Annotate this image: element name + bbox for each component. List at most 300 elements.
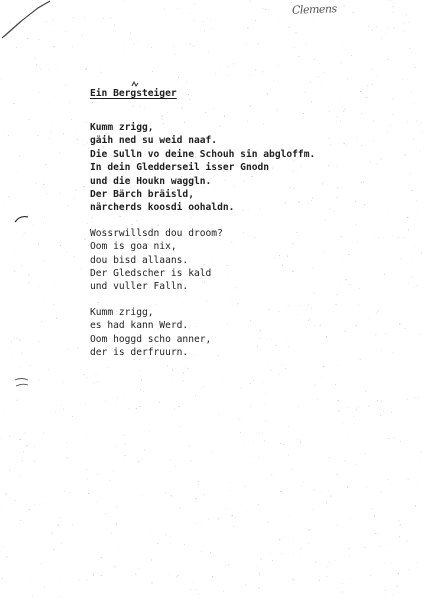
corner-pen-stroke — [0, 0, 60, 40]
speckle-dot — [258, 43, 259, 44]
speckle-dot — [400, 441, 401, 442]
speckle-dot — [250, 1, 251, 2]
speckle-dot — [239, 418, 240, 419]
speckle-dot — [414, 225, 415, 226]
speckle-dot — [69, 239, 70, 240]
speckle-dot — [88, 148, 89, 149]
speckle-dot — [342, 45, 343, 46]
speckle-dot — [71, 119, 72, 120]
speckle-dot — [329, 457, 330, 458]
speckle-dot — [140, 389, 141, 390]
speckle-dot — [42, 503, 43, 504]
speckle-dot — [136, 41, 137, 42]
speckle-dot — [93, 383, 94, 384]
speckle-dot — [24, 432, 25, 433]
speckle-dot — [11, 341, 12, 342]
speckle-dot — [419, 508, 420, 509]
speckle-dot — [101, 575, 102, 576]
speckle-dot — [86, 469, 87, 470]
speckle-dot — [43, 184, 44, 185]
speckle-dot — [2, 546, 3, 547]
speckle-dot — [194, 60, 195, 61]
speckle-dot — [33, 225, 34, 226]
speckle-dot — [32, 595, 33, 596]
speckle-dot — [317, 399, 318, 400]
speckle-dot — [413, 247, 414, 248]
speckle-dot — [117, 398, 118, 399]
poem-line: närcherds koosdi oohaldn. — [90, 202, 235, 214]
speckle-dot — [416, 200, 417, 201]
speckle-dot — [393, 6, 394, 7]
speckle-dot — [300, 548, 301, 549]
speckle-dot — [258, 504, 259, 505]
speckle-dot — [253, 380, 254, 381]
speckle-dot — [375, 533, 376, 534]
speckle-dot — [365, 390, 366, 391]
speckle-dot — [4, 408, 5, 409]
speckle-dot — [390, 0, 391, 1]
speckle-dot — [104, 392, 105, 393]
speckle-dot — [280, 443, 281, 444]
speckle-dot — [380, 415, 381, 416]
speckle-dot — [384, 563, 385, 564]
speckle-dot — [29, 509, 30, 510]
speckle-dot — [19, 367, 20, 368]
speckle-dot — [34, 446, 35, 447]
speckle-dot — [292, 468, 293, 469]
speckle-dot — [211, 28, 212, 29]
speckle-dot — [139, 568, 140, 569]
speckle-dot — [30, 584, 31, 585]
speckle-dot — [19, 155, 20, 156]
speckle-dot — [327, 566, 328, 567]
speckle-dot — [414, 103, 415, 104]
speckle-dot — [114, 24, 115, 25]
speckle-dot — [104, 429, 105, 430]
speckle-dot — [24, 232, 25, 233]
poem-line: und vuller Falln. — [90, 281, 189, 293]
speckle-dot — [414, 398, 415, 399]
speckle-dot — [203, 21, 204, 22]
speckle-dot — [58, 525, 59, 526]
speckle-dot — [293, 553, 294, 554]
speckle-dot — [264, 440, 265, 441]
speckle-dot — [235, 517, 236, 518]
speckle-dot — [64, 491, 65, 492]
speckle-dot — [184, 367, 185, 368]
speckle-dot — [262, 71, 263, 72]
speckle-dot — [330, 496, 331, 497]
speckle-dot — [337, 365, 338, 366]
speckle-dot — [198, 481, 199, 482]
speckle-dot — [370, 575, 371, 576]
speckle-dot — [170, 536, 171, 537]
speckle-dot — [60, 245, 61, 246]
speckle-dot — [417, 210, 418, 211]
speckle-dot — [29, 365, 30, 366]
speckle-dot — [281, 365, 282, 366]
speckle-dot — [354, 416, 355, 417]
stanza-2 — [90, 227, 410, 294]
speckle-dot — [406, 15, 407, 16]
speckle-dot — [401, 488, 402, 489]
speckle-dot — [22, 265, 23, 266]
speckle-dot — [385, 590, 386, 591]
speckle-dot — [288, 426, 289, 427]
speckle-dot — [398, 573, 399, 574]
speckle-dot — [413, 139, 414, 140]
speckle-dot — [364, 547, 365, 548]
speckle-dot — [87, 377, 88, 378]
speckle-dot — [39, 341, 40, 342]
speckle-dot — [149, 431, 150, 432]
speckle-dot — [103, 18, 104, 19]
speckle-dot — [391, 562, 392, 563]
speckle-dot — [33, 243, 34, 244]
speckle-dot — [154, 464, 155, 465]
speckle-dot — [389, 61, 390, 62]
speckle-dot — [84, 374, 85, 375]
speckle-dot — [273, 81, 274, 82]
speckle-dot — [167, 366, 168, 367]
speckle-dot — [183, 373, 184, 374]
speckle-dot — [388, 479, 389, 480]
speckle-dot — [323, 366, 324, 367]
speckle-dot — [415, 506, 416, 507]
speckle-dot — [272, 560, 273, 561]
speckle-dot — [67, 442, 68, 443]
speckle-dot — [309, 529, 310, 530]
speckle-dot — [288, 455, 289, 456]
speckle-dot — [211, 424, 212, 425]
speckle-dot — [72, 524, 73, 525]
speckle-dot — [319, 580, 320, 581]
speckle-dot — [80, 341, 81, 342]
speckle-dot — [86, 479, 87, 480]
speckle-dot — [34, 59, 35, 60]
speckle-dot — [372, 84, 373, 85]
speckle-dot — [4, 129, 5, 130]
speckle-dot — [46, 191, 47, 192]
speckle-dot — [233, 526, 234, 527]
speckle-dot — [342, 583, 343, 584]
speckle-dot — [326, 503, 327, 504]
speckle-dot — [151, 582, 152, 583]
speckle-dot — [210, 435, 211, 436]
speckle-dot — [286, 490, 287, 491]
speckle-dot — [171, 376, 172, 377]
speckle-dot — [260, 558, 261, 559]
speckle-dot — [180, 426, 181, 427]
speckle-dot — [405, 34, 406, 35]
speckle-dot — [285, 368, 286, 369]
speckle-dot — [165, 492, 166, 493]
speckle-dot — [356, 464, 357, 465]
speckle-dot — [152, 70, 153, 71]
speckle-dot — [259, 457, 260, 458]
speckle-dot — [100, 72, 101, 73]
speckle-dot — [23, 451, 24, 452]
speckle-dot — [329, 562, 330, 563]
speckle-dot — [59, 517, 60, 518]
speckle-dot — [314, 17, 315, 18]
speckle-dot — [251, 406, 252, 407]
speckle-dot — [411, 91, 412, 92]
speckle-dot — [314, 59, 315, 60]
speckle-dot — [299, 553, 300, 554]
speckle-dot — [329, 523, 330, 524]
speckle-dot — [408, 22, 409, 23]
speckle-dot — [321, 83, 322, 84]
speckle-dot — [320, 377, 321, 378]
poem-line: es had kann Werd. — [90, 320, 189, 332]
speckle-dot — [174, 409, 175, 410]
poem-title: Ein Bergsteiger — [90, 88, 177, 99]
speckle-dot — [347, 407, 348, 408]
speckle-dot — [138, 461, 139, 462]
speckle-dot — [45, 164, 46, 165]
speckle-dot — [78, 317, 79, 318]
speckle-dot — [381, 401, 382, 402]
speckle-dot — [386, 544, 387, 545]
speckle-dot — [142, 495, 143, 496]
speckle-dot — [59, 152, 60, 153]
speckle-dot — [377, 400, 378, 401]
speckle-dot — [53, 549, 54, 550]
speckle-dot — [345, 460, 346, 461]
speckle-dot — [337, 474, 338, 475]
speckle-dot — [407, 398, 408, 399]
speckle-dot — [14, 103, 15, 104]
speckle-dot — [230, 482, 231, 483]
speckle-dot — [293, 579, 294, 580]
poem-line: Oom is goa nix, — [90, 241, 177, 253]
speckle-dot — [20, 520, 21, 521]
speckle-dot — [123, 396, 124, 397]
speckle-dot — [313, 509, 314, 510]
speckle-dot — [41, 321, 42, 322]
speckle-dot — [170, 460, 171, 461]
speckle-dot — [421, 123, 422, 124]
speckle-dot — [255, 20, 256, 21]
speckle-dot — [79, 580, 80, 581]
speckle-dot — [391, 412, 392, 413]
speckle-dot — [259, 433, 260, 434]
speckle-dot — [411, 260, 412, 261]
speckle-dot — [93, 574, 94, 575]
speckle-dot — [130, 32, 131, 33]
speckle-dot — [320, 492, 321, 493]
speckle-dot — [61, 577, 62, 578]
speckle-dot — [87, 142, 88, 143]
speckle-dot — [6, 494, 7, 495]
speckle-dot — [414, 506, 415, 507]
speckle-dot — [314, 489, 315, 490]
speckle-dot — [88, 223, 89, 224]
speckle-dot — [12, 357, 13, 358]
speckle-dot — [279, 23, 280, 24]
poem-line: Die Sulln vo deine Schouh sin abgloffm. — [90, 148, 316, 160]
speckle-dot — [194, 4, 195, 5]
speckle-dot — [386, 594, 387, 595]
speckle-dot — [269, 363, 270, 364]
speckle-dot — [328, 491, 329, 492]
speckle-dot — [308, 543, 309, 544]
speckle-dot — [240, 432, 241, 433]
speckle-dot — [202, 478, 203, 479]
speckle-dot — [338, 410, 339, 411]
speckle-dot — [124, 435, 125, 436]
speckle-dot — [187, 82, 188, 83]
speckle-dot — [241, 587, 242, 588]
speckle-dot — [306, 44, 307, 45]
speckle-dot — [22, 460, 23, 461]
speckle-dot — [358, 536, 359, 537]
speckle-dot — [264, 392, 265, 393]
speckle-dot — [379, 546, 380, 547]
speckle-dot — [337, 525, 338, 526]
speckle-dot — [341, 62, 342, 63]
speckle-dot — [294, 541, 295, 542]
speckle-dot — [175, 466, 176, 467]
speckle-dot — [8, 347, 9, 348]
speckle-dot — [44, 300, 45, 301]
speckle-dot — [298, 462, 299, 463]
speckle-dot — [315, 562, 316, 563]
speckle-dot — [309, 526, 310, 527]
speckle-dot — [335, 560, 336, 561]
speckle-dot — [73, 17, 74, 18]
speckle-dot — [402, 79, 403, 80]
speckle-dot — [20, 439, 21, 440]
speckle-dot — [210, 33, 211, 34]
speckle-dot — [15, 500, 16, 501]
speckle-dot — [84, 186, 85, 187]
speckle-dot — [32, 365, 33, 366]
speckle-dot — [23, 235, 24, 236]
speckle-dot — [406, 541, 407, 542]
speckle-dot — [67, 206, 68, 207]
speckle-dot — [265, 404, 266, 405]
speckle-dot — [54, 286, 55, 287]
speckle-dot — [411, 53, 412, 54]
speckle-dot — [6, 557, 7, 558]
speckle-dot — [357, 371, 358, 372]
speckle-dot — [358, 407, 359, 408]
speckle-dot — [222, 380, 223, 381]
speckle-dot — [21, 353, 22, 354]
speckle-dot — [399, 536, 400, 537]
speckle-dot — [230, 463, 231, 464]
speckle-dot — [28, 274, 29, 275]
speckle-dot — [289, 27, 290, 28]
speckle-dot — [72, 416, 73, 417]
speckle-dot — [122, 561, 123, 562]
speckle-dot — [56, 194, 57, 195]
speckle-dot — [190, 44, 191, 45]
speckle-dot — [371, 30, 372, 31]
speckle-dot — [125, 52, 126, 53]
speckle-dot — [200, 388, 201, 389]
speckle-dot — [82, 4, 83, 5]
speckle-dot — [246, 43, 247, 44]
speckle-dot — [26, 445, 27, 446]
speckle-dot — [198, 484, 199, 485]
speckle-dot — [351, 519, 352, 520]
speckle-dot — [116, 404, 117, 405]
speckle-dot — [113, 471, 114, 472]
speckle-dot — [115, 446, 116, 447]
speckle-dot — [209, 73, 210, 74]
speckle-dot — [343, 423, 344, 424]
speckle-dot — [341, 544, 342, 545]
speckle-dot — [2, 578, 3, 579]
speckle-dot — [44, 587, 45, 588]
speckle-dot — [198, 594, 199, 595]
speckle-dot — [394, 27, 395, 28]
speckle-dot — [265, 9, 266, 10]
speckle-dot — [15, 250, 16, 251]
speckle-dot — [305, 372, 306, 373]
speckle-dot — [34, 461, 35, 462]
speckle-dot — [60, 193, 61, 194]
speckle-dot — [8, 196, 9, 197]
speckle-dot — [195, 523, 196, 524]
speckle-dot — [45, 222, 46, 223]
speckle-dot — [16, 171, 17, 172]
speckle-dot — [250, 383, 251, 384]
speckle-dot — [100, 497, 101, 498]
speckle-dot — [353, 12, 354, 13]
poem-line: und die Houkn waggln. — [90, 175, 212, 187]
speckle-dot — [392, 12, 393, 13]
speckle-dot — [74, 198, 75, 199]
speckle-dot — [141, 379, 142, 380]
speckle-dot — [265, 421, 266, 422]
speckle-dot — [324, 72, 325, 73]
speckle-dot — [60, 596, 61, 597]
speckle-dot — [211, 451, 212, 452]
speckle-dot — [19, 452, 20, 453]
speckle-dot — [144, 449, 145, 450]
speckle-dot — [52, 53, 53, 54]
speckle-dot — [168, 574, 169, 575]
speckle-dot — [382, 37, 383, 38]
speckle-dot — [293, 366, 294, 367]
speckle-dot — [53, 304, 54, 305]
speckle-dot — [178, 51, 179, 52]
speckle-dot — [372, 29, 373, 30]
speckle-dot — [194, 20, 195, 21]
speckle-dot — [6, 335, 7, 336]
speckle-dot — [218, 518, 219, 519]
speckle-dot — [262, 432, 263, 433]
speckle-dot — [81, 268, 82, 269]
speckle-dot — [360, 560, 361, 561]
speckle-dot — [326, 576, 327, 577]
speckle-dot — [383, 410, 384, 411]
speckle-dot — [256, 566, 257, 567]
speckle-dot — [55, 404, 56, 405]
poem-line: Wossrwillsdn dou droom? — [90, 227, 223, 239]
poem-line: dou bisd allaans. — [90, 254, 189, 266]
speckle-dot — [349, 433, 350, 434]
speckle-dot — [61, 543, 62, 544]
speckle-dot — [124, 0, 125, 1]
speckle-dot — [190, 589, 191, 590]
speckle-dot — [110, 480, 111, 481]
speckle-dot — [4, 201, 5, 202]
